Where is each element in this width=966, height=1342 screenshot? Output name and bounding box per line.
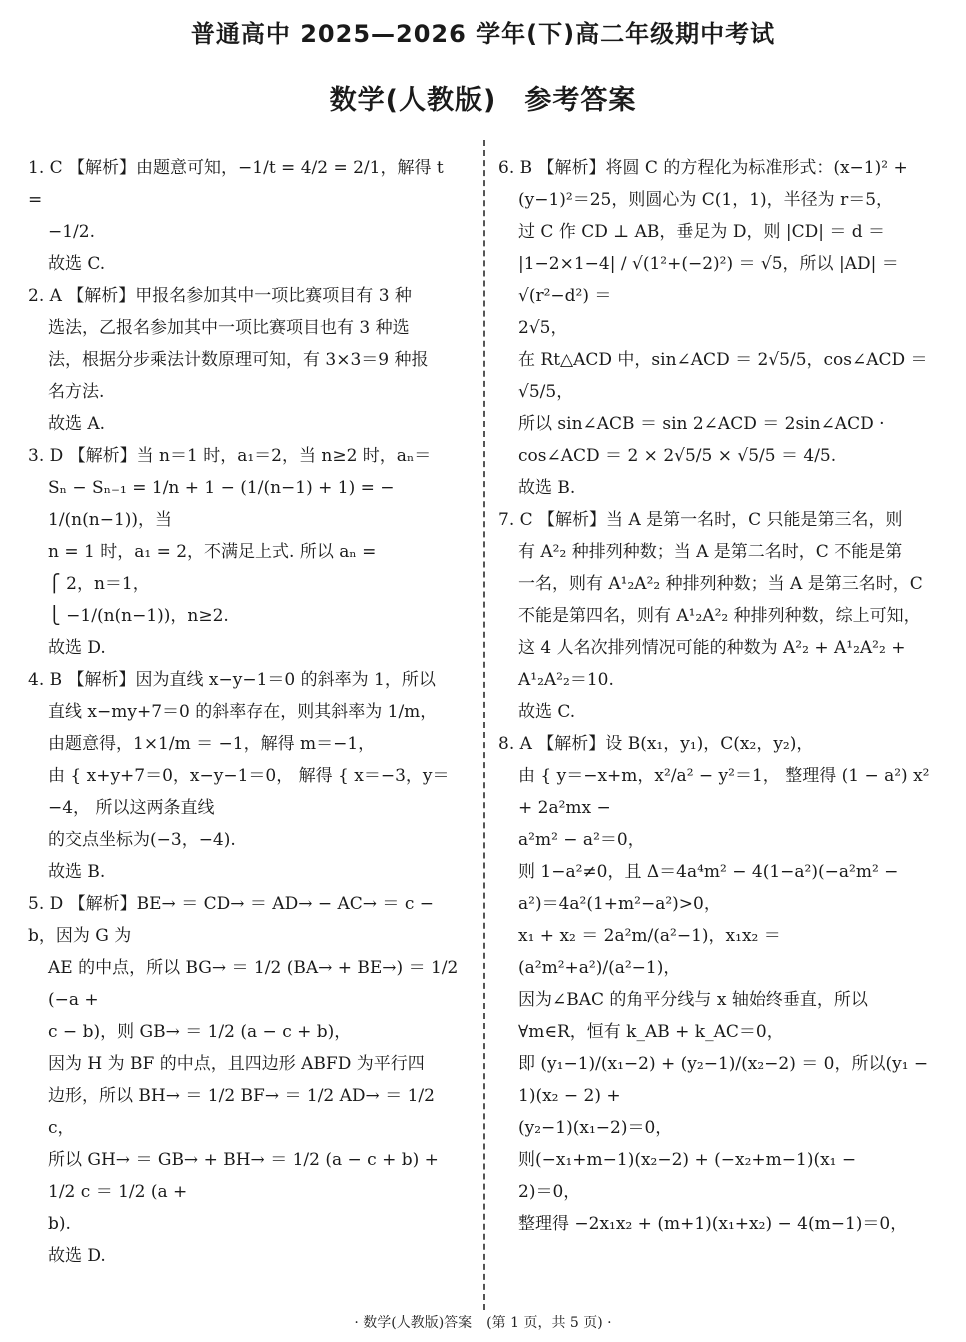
answer-line: 即 (y₁−1)/(x₁−2) + (y₂−1)/(x₂−2) ＝ 0，所以(y₁ − 1)(x₂ − 2) + — [518, 1054, 934, 1106]
answer-line: 则(−x₁+m−1)(x₂−2) + (−x₂+m−1)(x₁ − — [518, 1150, 857, 1170]
answer-line: b). — [48, 1214, 71, 1234]
answer-line: −1/2. — [48, 222, 96, 242]
answer-line: 不能是第四名，则有 A¹₂A²₂ 种排列种数，综上可知， — [518, 606, 921, 626]
answer-line: ∀m∈R，恒有 k_AB + k_AC＝0， — [518, 1022, 784, 1042]
answer-line: 故选 B. — [518, 478, 576, 498]
answer-line: 故选 A. — [48, 414, 106, 434]
answer-line: 法，根据分步乘法计数原理可知，有 3×3＝9 种报 — [48, 350, 429, 370]
answer-line: a²m² − a²＝0， — [518, 830, 645, 850]
answer-line: 2√5， — [518, 318, 568, 338]
answer-line: 故选 B. — [48, 862, 106, 882]
answer-line: 边形，所以 BH→ ＝ 1/2 BF→ ＝ 1/2 AD→ ＝ 1/2 c， — [48, 1086, 441, 1138]
answer-line: (y−1)²＝25，则圆心为 C(1，1)，半径为 r＝5， — [518, 190, 894, 210]
answer-line: 这 4 人名次排列情况可能的种数为 A²₂ + A¹₂A²₂ + — [518, 638, 906, 658]
answer-line: 4. B 【解析】因为直线 x−y−1＝0 的斜率为 1，所以 — [28, 670, 436, 690]
answer-line: a²)＝4a²(1+m²−a²)>0， — [518, 894, 721, 914]
answer-line: 3. D 【解析】当 n＝1 时，a₁＝2，当 n≥2 时，aₙ＝ — [28, 446, 432, 466]
answer-line: 故选 D. — [48, 638, 106, 658]
answer-line: ⎧ 2，n＝1， — [48, 574, 150, 594]
answer-line: 6. B 【解析】将圆 C 的方程化为标准形式：(x−1)² + — [498, 158, 908, 178]
answer-line: 2)＝0， — [518, 1182, 581, 1202]
right-column — [498, 152, 935, 1240]
answer-line: 故选 C. — [48, 254, 106, 274]
answer-line: 所以 GH→ ＝ GB→ + BH→ ＝ 1/2 (a − c + b) + 1/2 c ＝ 1/2 (a + — [48, 1150, 445, 1202]
answer-line: √5/5， — [518, 382, 574, 402]
left-column — [28, 152, 464, 1272]
answer-line: 选法，乙报名参加其中一项比赛项目也有 3 种选 — [48, 318, 410, 338]
answer-line: 一名，则有 A¹₂A²₂ 种排列种数；当 A 是第三名时，C — [518, 574, 923, 594]
answer-line: 故选 C. — [518, 702, 576, 722]
exam-title: 普通高中 2025—2026 学年(下)高二年级期中考试 — [190, 20, 776, 48]
answer-line: 所以 sin∠ACB ＝ sin 2∠ACD ＝ 2sin∠ACD · — [518, 414, 885, 434]
answer-line: 1. C 【解析】由题意可知，−1/t = 4/2 = 2/1，解得 t = — [28, 158, 450, 210]
answer-line: Sₙ − Sₙ₋₁ = 1/n + 1 − (1/(n−1) + 1) = − 1/(n(n−1))，当 — [48, 478, 400, 530]
answer-line: 过 C 作 CD ⊥ AB，垂足为 D，则 |CD| ＝ d ＝ — [518, 222, 886, 242]
answer-line: 在 Rt△ACD 中，sin∠ACD ＝ 2√5/5，cos∠ACD ＝ — [518, 350, 928, 370]
page-footer: · 数学(人教版)答案 (第 1 页，共 5 页) · — [354, 1315, 612, 1331]
answer-line: |1−2×1−4| / √(1²+(−2)²) ＝ √5，所以 |AD| ＝ √(r²−d²) ＝ — [518, 254, 905, 306]
answer-subtitle: 数学(人教版) 参考答案 — [329, 85, 637, 116]
answer-line: 5. D 【解析】BE→ ＝ CD→ ＝ AD→ − AC→ ＝ c − b，因为 G 为 — [28, 894, 440, 946]
answer-line: 2. A 【解析】甲报名参加其中一项比赛项目有 3 种 — [28, 286, 412, 306]
answer-line: 有 A²₂ 种排列种数；当 A 是第二名时，C 不能是第 — [518, 542, 903, 562]
answer-line: 由 { y＝−x+m，x²/a² − y²＝1， 整理得 (1 − a²) x² + 2a²mx − — [518, 766, 935, 818]
answer-line: 整理得 −2x₁x₂ + (m+1)(x₁+x₂) − 4(m−1)＝0， — [518, 1214, 908, 1234]
answer-line: 7. C 【解析】当 A 是第一名时，C 只能是第三名，则 — [498, 510, 903, 530]
answer-line: n = 1 时，a₁ = 2，不满足上式. 所以 aₙ = — [48, 542, 377, 562]
answer-line: 因为∠BAC 的角平分线与 x 轴始终垂直，所以 — [518, 990, 868, 1010]
answer-line: 故选 D. — [48, 1246, 106, 1266]
answer-line: ⎩ −1/(n(n−1))，n≥2. — [48, 606, 229, 626]
answer-line: 由 { x+y+7＝0，x−y−1＝0， 解得 { x＝−3，y＝−4， 所以这两条直线 — [48, 766, 450, 818]
answer-line: cos∠ACD ＝ 2 × 2√5/5 × √5/5 ＝ 4/5. — [518, 446, 837, 466]
answer-line: c − b)，则 GB→ ＝ 1/2 (a − c + b)， — [48, 1022, 352, 1042]
answer-line: 直线 x−my+7＝0 的斜率存在，则其斜率为 1/m， — [48, 702, 438, 722]
answer-line: 由题意得，1×1/m ＝ −1，解得 m＝−1， — [48, 734, 376, 754]
answer-line: 的交点坐标为(−3，−4). — [48, 830, 236, 850]
answer-line: 8. A 【解析】设 B(x₁，y₁)，C(x₂，y₂)， — [498, 734, 814, 754]
answer-line: 名方法. — [48, 382, 105, 402]
answer-line: (y₂−1)(x₁−2)＝0， — [518, 1118, 673, 1138]
answer-line: AE 的中点，所以 BG→ ＝ 1/2 (BA→ + BE→) ＝ 1/2 (−a + — [48, 958, 464, 1010]
answer-line: A¹₂A²₂＝10. — [518, 670, 614, 690]
column-divider — [483, 140, 485, 1310]
answer-line: 则 1−a²≠0，且 Δ＝4a⁴m² − 4(1−a²)(−a²m² − — [518, 862, 899, 882]
answer-line: 因为 H 为 BF 的中点，且四边形 ABFD 为平行四 — [48, 1054, 425, 1074]
answer-line: x₁ + x₂ ＝ 2a²m/(a²−1)，x₁x₂ ＝ (a²m²+a²)/(a²−1)， — [518, 926, 787, 978]
